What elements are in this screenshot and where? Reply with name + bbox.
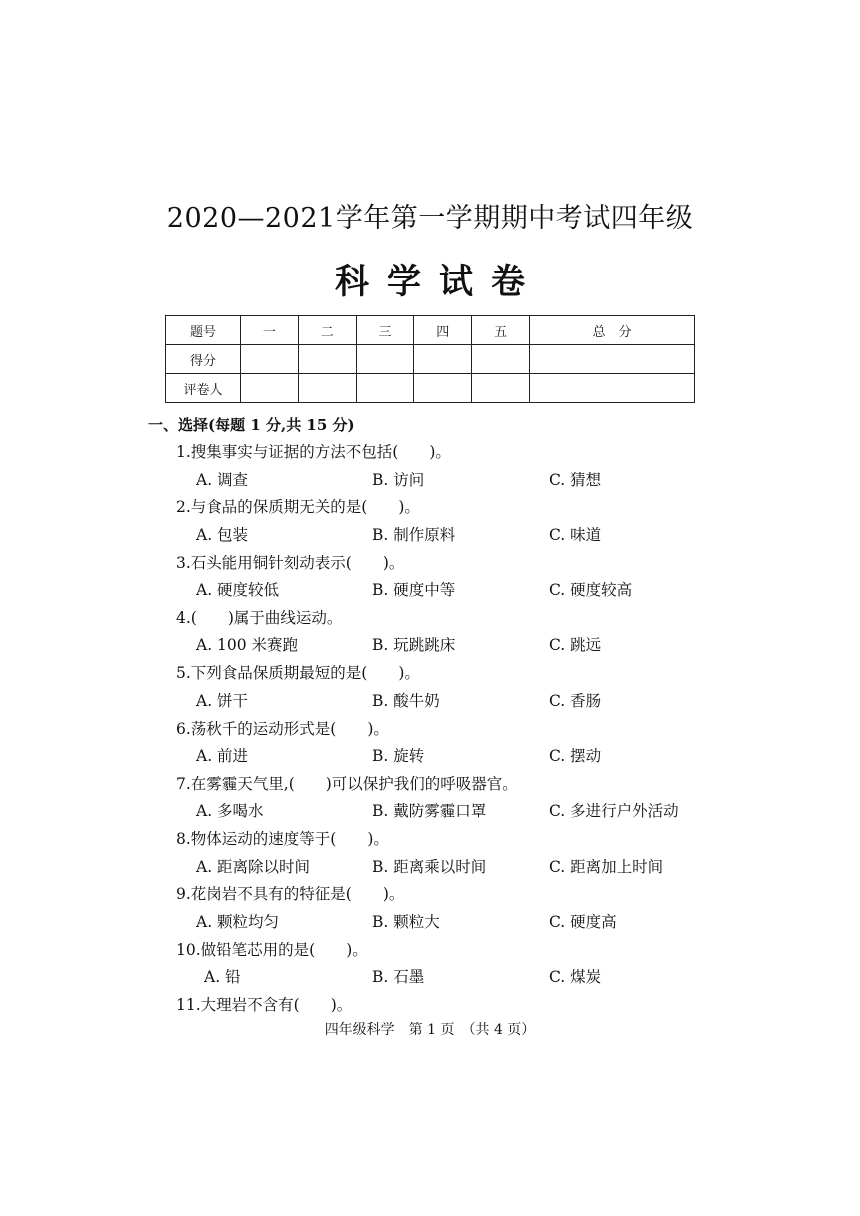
answer-option: A. 距离除以时间: [196, 857, 311, 876]
score-row-label: 得分: [166, 345, 241, 374]
question-text: 11.大理岩不含有( )。: [176, 996, 353, 1014]
question-text: 2.与食品的保质期无关的是( )。: [176, 498, 420, 517]
answer-option: B. 戴防雾霾口罩: [372, 802, 487, 821]
answer-option: C. 距离加上时间: [549, 857, 664, 876]
answer-option: A. 铅: [204, 968, 241, 987]
score-table-header-row: [166, 316, 695, 345]
answer-option: C. 硬度较高: [549, 581, 633, 600]
answer-option: B. 酸牛奶: [372, 691, 440, 710]
grader-cell[interactable]: [414, 374, 472, 403]
score-table-header-cell: 四: [414, 316, 472, 345]
score-table-header-cell: 题号: [166, 316, 241, 345]
score-row: [166, 345, 695, 374]
question-text: 9.花岗岩不具有的特征是( )。: [176, 885, 405, 904]
score-table: [165, 315, 695, 403]
answer-option: A. 颗粒均匀: [196, 912, 280, 931]
score-cell[interactable]: [529, 345, 694, 374]
exam-title: 2020—2021学年第一学期期中考试四年级: [166, 203, 694, 234]
score-table-header-cell: 一: [241, 316, 299, 345]
answer-option: C. 硬度高: [549, 912, 617, 931]
answer-option: A. 包装: [196, 525, 249, 544]
answer-option: A. 多喝水: [196, 802, 264, 821]
score-table-header-cell: 总 分: [529, 316, 694, 345]
score-cell[interactable]: [472, 345, 530, 374]
page-footer: 四年级科学 第 1 页 （共 4 页）: [324, 1022, 536, 1038]
answer-option: A. 100 米赛跑: [196, 636, 299, 655]
answer-option: B. 石墨: [372, 968, 425, 987]
grader-row-label: 评卷人: [166, 374, 241, 403]
score-cell[interactable]: [298, 345, 356, 374]
section-one-heading: 一、选择(每题 1 分,共 15 分): [148, 416, 355, 434]
answer-option: B. 制作原料: [372, 525, 456, 544]
grader-row: [166, 374, 695, 403]
answer-option: A. 调查: [196, 470, 249, 489]
question-text: 4.( )属于曲线运动。: [176, 608, 343, 627]
answer-option: C. 猜想: [549, 470, 602, 489]
grader-cell[interactable]: [241, 374, 299, 403]
score-table-header-cell: 五: [472, 316, 530, 345]
answer-option: C. 摆动: [549, 747, 602, 765]
answer-option: A. 硬度较低: [196, 581, 280, 600]
score-table-header-cell: 三: [356, 316, 414, 345]
question-text: 7.在雾霾天气里,( )可以保护我们的呼吸器官。: [176, 774, 518, 793]
answer-option: C. 跳远: [549, 636, 602, 655]
answer-option: A. 前进: [196, 747, 249, 765]
question-text: 1.搜集事实与证据的方法不包括( )。: [176, 443, 451, 461]
question-text: 8.物体运动的速度等于( )。: [176, 830, 389, 849]
question-text: 6.荡秋千的运动形式是( )。: [176, 719, 389, 738]
answer-option: A. 饼干: [196, 691, 249, 710]
answer-option: B. 颗粒大: [372, 912, 440, 931]
answer-option: B. 访问: [372, 470, 425, 489]
grader-cell[interactable]: [472, 374, 530, 403]
answer-option: C. 多进行户外活动: [549, 802, 679, 821]
grader-cell[interactable]: [529, 374, 694, 403]
answer-option: C. 煤炭: [549, 968, 602, 987]
answer-option: B. 旋转: [372, 747, 425, 765]
score-cell[interactable]: [414, 345, 472, 374]
answer-option: B. 玩跳跳床: [372, 636, 456, 655]
question-text: 5.下列食品保质期最短的是( )。: [176, 664, 420, 683]
answer-option: B. 硬度中等: [372, 581, 456, 600]
grader-cell[interactable]: [298, 374, 356, 403]
question-text: 10.做铅笔芯用的是( )。: [176, 940, 368, 959]
question-text: 3.石头能用铜针刻动表示( )。: [176, 553, 405, 572]
score-cell[interactable]: [241, 345, 299, 374]
exam-subtitle: 科学试卷: [335, 262, 543, 302]
score-cell[interactable]: [356, 345, 414, 374]
answer-option: C. 味道: [549, 525, 602, 544]
answer-option: B. 距离乘以时间: [372, 857, 487, 876]
grader-cell[interactable]: [356, 374, 414, 403]
answer-option: C. 香肠: [549, 691, 602, 710]
score-table-header-cell: 二: [298, 316, 356, 345]
